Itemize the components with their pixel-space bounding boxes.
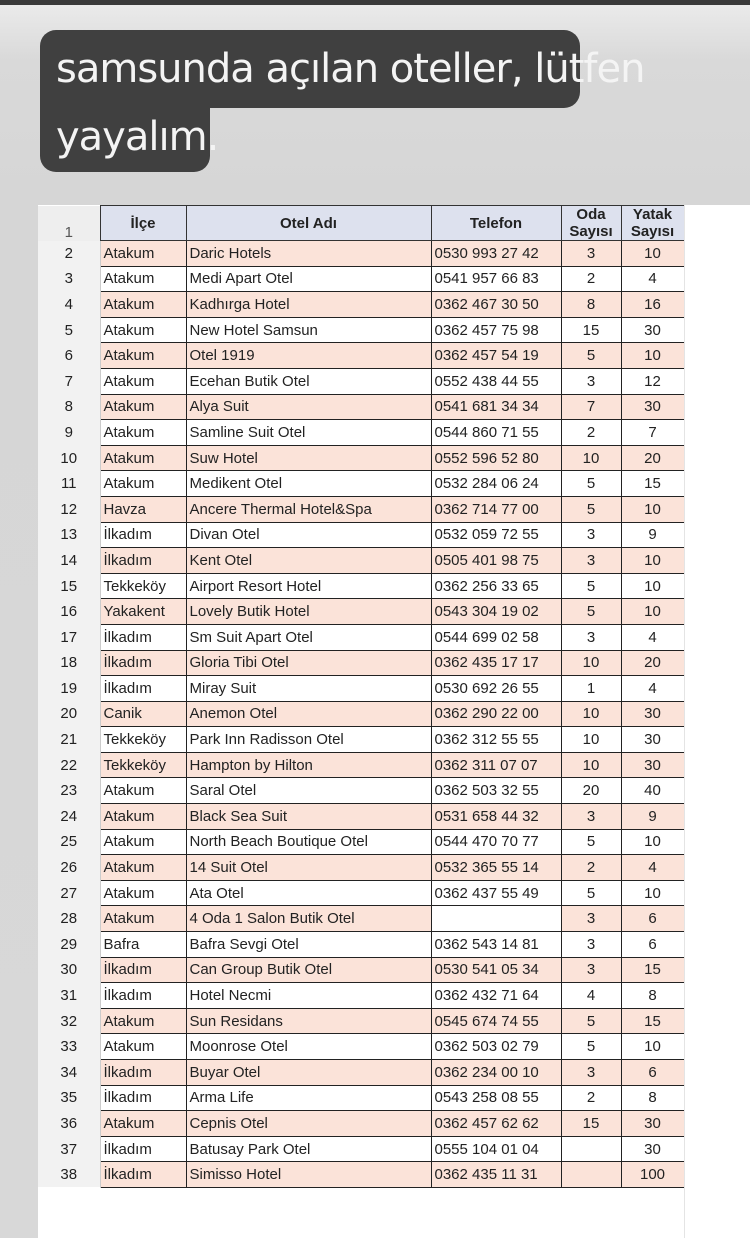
ilce-cell[interactable]: Atakum bbox=[100, 420, 186, 446]
ilce-cell[interactable]: Atakum bbox=[100, 266, 186, 292]
yatak-sayisi-cell[interactable]: 7 bbox=[621, 420, 684, 446]
table-row[interactable] bbox=[38, 496, 684, 522]
table-row[interactable] bbox=[38, 343, 684, 369]
row-number-cell: 27 bbox=[38, 880, 100, 906]
row-number-cell: 30 bbox=[38, 957, 100, 983]
telefon-cell[interactable]: 0530 692 26 55 bbox=[431, 676, 561, 702]
oda-sayisi-cell[interactable]: 10 bbox=[561, 727, 621, 753]
oda-sayisi-cell[interactable] bbox=[561, 1136, 621, 1162]
yatak-sayisi-cell[interactable]: 4 bbox=[621, 624, 684, 650]
yatak-sayisi-cell[interactable]: 6 bbox=[621, 906, 684, 932]
telefon-cell[interactable]: 0531 658 44 32 bbox=[431, 804, 561, 830]
row-number-cell: 36 bbox=[38, 1111, 100, 1137]
yatak-header-line-2: Sayısı bbox=[630, 223, 675, 240]
row-number-cell: 5 bbox=[38, 317, 100, 343]
oda-sayisi-cell[interactable]: 4 bbox=[561, 983, 621, 1009]
spreadsheet bbox=[38, 205, 750, 1238]
oda-sayisi-cell[interactable]: 5 bbox=[561, 880, 621, 906]
table-row[interactable] bbox=[38, 1008, 684, 1034]
row-number-cell: 28 bbox=[38, 906, 100, 932]
otel-adi-cell[interactable]: Sm Suit Apart Otel bbox=[186, 624, 431, 650]
otel-adi-cell[interactable]: New Hotel Samsun bbox=[186, 317, 431, 343]
column-header-telefon[interactable]: Telefon bbox=[431, 206, 561, 241]
oda-sayisi-cell[interactable]: 5 bbox=[561, 343, 621, 369]
ilce-cell[interactable]: Yakakent bbox=[100, 599, 186, 625]
telefon-cell[interactable]: 0362 432 71 64 bbox=[431, 983, 561, 1009]
table-row[interactable] bbox=[38, 932, 684, 958]
yatak-header-line-1: Yatak bbox=[632, 206, 673, 223]
ilce-cell[interactable]: İlkadım bbox=[100, 1136, 186, 1162]
row-number-cell: 31 bbox=[38, 983, 100, 1009]
yatak-sayisi-cell[interactable]: 100 bbox=[621, 1162, 684, 1188]
table-row[interactable] bbox=[38, 906, 684, 932]
row-number-cell: 17 bbox=[38, 624, 100, 650]
table-row[interactable] bbox=[38, 1085, 684, 1111]
row-number-cell: 37 bbox=[38, 1136, 100, 1162]
telefon-cell[interactable]: 0541 957 66 83 bbox=[431, 266, 561, 292]
yatak-sayisi-cell[interactable]: 10 bbox=[621, 548, 684, 574]
otel-adi-cell[interactable]: Miray Suit bbox=[186, 676, 431, 702]
telefon-cell[interactable]: 0362 543 14 81 bbox=[431, 932, 561, 958]
top-edge-bar bbox=[0, 0, 750, 5]
row-number-cell: 20 bbox=[38, 701, 100, 727]
otel-adi-cell[interactable]: 14 Suit Otel bbox=[186, 855, 431, 881]
oda-sayisi-cell[interactable]: 15 bbox=[561, 1111, 621, 1137]
table-row[interactable] bbox=[38, 317, 684, 343]
telefon-cell[interactable]: 0362 290 22 00 bbox=[431, 701, 561, 727]
telefon-cell[interactable]: 0543 304 19 02 bbox=[431, 599, 561, 625]
row-number-cell: 4 bbox=[38, 292, 100, 318]
row-number-cell: 7 bbox=[38, 368, 100, 394]
ilce-cell[interactable]: Havza bbox=[100, 496, 186, 522]
row-number-cell: 16 bbox=[38, 599, 100, 625]
yatak-sayisi-cell[interactable]: 4 bbox=[621, 266, 684, 292]
yatak-sayisi-cell[interactable]: 4 bbox=[621, 855, 684, 881]
otel-adi-cell[interactable]: Cepnis Otel bbox=[186, 1111, 431, 1137]
table-row[interactable] bbox=[38, 1111, 684, 1137]
caption-line-1: samsunda açılan oteller, lütfen bbox=[56, 46, 645, 92]
telefon-cell[interactable]: 0362 256 33 65 bbox=[431, 573, 561, 599]
telefon-cell[interactable]: 0362 457 54 19 bbox=[431, 343, 561, 369]
oda-sayisi-cell[interactable]: 5 bbox=[561, 471, 621, 497]
otel-adi-cell[interactable]: Samline Suit Otel bbox=[186, 420, 431, 446]
table-row[interactable] bbox=[38, 701, 684, 727]
table-row[interactable] bbox=[38, 420, 684, 446]
caption-line-2: yayalım. bbox=[56, 114, 219, 160]
ilce-cell[interactable]: Atakum bbox=[100, 471, 186, 497]
yatak-sayisi-cell[interactable]: 9 bbox=[621, 804, 684, 830]
oda-sayisi-cell[interactable]: 3 bbox=[561, 957, 621, 983]
otel-adi-cell[interactable]: Can Group Butik Otel bbox=[186, 957, 431, 983]
column-header-yatak-sayisi[interactable] bbox=[621, 206, 684, 241]
table-row[interactable] bbox=[38, 548, 684, 574]
yatak-sayisi-cell[interactable]: 30 bbox=[621, 727, 684, 753]
row-number-cell: 22 bbox=[38, 752, 100, 778]
otel-adi-cell[interactable]: Divan Otel bbox=[186, 522, 431, 548]
table-row[interactable] bbox=[38, 727, 684, 753]
telefon-cell[interactable]: 0541 681 34 34 bbox=[431, 394, 561, 420]
table-row[interactable] bbox=[38, 1162, 684, 1188]
oda-sayisi-cell[interactable]: 2 bbox=[561, 1085, 621, 1111]
telefon-cell[interactable]: 0505 401 98 75 bbox=[431, 548, 561, 574]
row-number-cell: 34 bbox=[38, 1060, 100, 1086]
ilce-cell[interactable]: Atakum bbox=[100, 317, 186, 343]
oda-sayisi-cell[interactable]: 3 bbox=[561, 906, 621, 932]
ilce-cell[interactable]: Tekkeköy bbox=[100, 727, 186, 753]
table-body bbox=[38, 241, 684, 1188]
otel-adi-cell[interactable]: Airport Resort Hotel bbox=[186, 573, 431, 599]
oda-header-line-1: Oda bbox=[576, 206, 606, 223]
table-row[interactable] bbox=[38, 445, 684, 471]
ilce-cell[interactable]: Atakum bbox=[100, 343, 186, 369]
row-number-cell: 9 bbox=[38, 420, 100, 446]
otel-adi-cell[interactable]: 4 Oda 1 Salon Butik Otel bbox=[186, 906, 431, 932]
ilce-cell[interactable]: İlkadım bbox=[100, 522, 186, 548]
ilce-cell[interactable]: Atakum bbox=[100, 906, 186, 932]
table-row[interactable] bbox=[38, 522, 684, 548]
telefon-cell[interactable]: 0362 457 62 62 bbox=[431, 1111, 561, 1137]
table-row[interactable] bbox=[38, 650, 684, 676]
table-row[interactable] bbox=[38, 394, 684, 420]
yatak-sayisi-cell[interactable]: 30 bbox=[621, 752, 684, 778]
telefon-cell[interactable]: 0362 234 00 10 bbox=[431, 1060, 561, 1086]
table-row[interactable] bbox=[38, 804, 684, 830]
oda-sayisi-cell[interactable]: 5 bbox=[561, 599, 621, 625]
otel-adi-cell[interactable]: Batusay Park Otel bbox=[186, 1136, 431, 1162]
oda-sayisi-cell[interactable]: 15 bbox=[561, 317, 621, 343]
yatak-sayisi-cell[interactable]: 10 bbox=[621, 573, 684, 599]
oda-sayisi-cell[interactable]: 10 bbox=[561, 701, 621, 727]
yatak-sayisi-cell[interactable]: 4 bbox=[621, 676, 684, 702]
ilce-cell[interactable]: Atakum bbox=[100, 880, 186, 906]
oda-sayisi-cell[interactable]: 3 bbox=[561, 548, 621, 574]
yatak-sayisi-cell[interactable]: 20 bbox=[621, 650, 684, 676]
row-number-cell: 11 bbox=[38, 471, 100, 497]
yatak-sayisi-cell[interactable]: 30 bbox=[621, 1136, 684, 1162]
table-row[interactable] bbox=[38, 1060, 684, 1086]
row-number-cell: 18 bbox=[38, 650, 100, 676]
telefon-cell[interactable]: 0362 435 11 31 bbox=[431, 1162, 561, 1188]
ilce-cell[interactable]: Canik bbox=[100, 701, 186, 727]
otel-adi-cell[interactable]: Daric Hotels bbox=[186, 241, 431, 267]
yatak-sayisi-cell[interactable]: 10 bbox=[621, 241, 684, 267]
ilce-cell[interactable]: Atakum bbox=[100, 829, 186, 855]
ilce-cell[interactable]: Atakum bbox=[100, 368, 186, 394]
telefon-cell[interactable]: 0544 860 71 55 bbox=[431, 420, 561, 446]
oda-sayisi-cell[interactable]: 5 bbox=[561, 1008, 621, 1034]
ilce-cell[interactable]: Atakum bbox=[100, 855, 186, 881]
telefon-cell[interactable]: 0532 059 72 55 bbox=[431, 522, 561, 548]
yatak-sayisi-cell[interactable]: 10 bbox=[621, 599, 684, 625]
row-number-cell: 35 bbox=[38, 1085, 100, 1111]
oda-sayisi-cell[interactable]: 5 bbox=[561, 1034, 621, 1060]
table-row[interactable] bbox=[38, 368, 684, 394]
row-number-cell: 24 bbox=[38, 804, 100, 830]
oda-sayisi-cell[interactable]: 10 bbox=[561, 650, 621, 676]
yatak-sayisi-cell[interactable]: 15 bbox=[621, 471, 684, 497]
row-number-cell: 29 bbox=[38, 932, 100, 958]
ilce-cell[interactable]: Bafra bbox=[100, 932, 186, 958]
oda-sayisi-cell[interactable]: 2 bbox=[561, 266, 621, 292]
ilce-cell[interactable]: Atakum bbox=[100, 1034, 186, 1060]
table-row[interactable] bbox=[38, 624, 684, 650]
row-number-cell: 12 bbox=[38, 496, 100, 522]
otel-adi-cell[interactable]: Kent Otel bbox=[186, 548, 431, 574]
oda-sayisi-cell[interactable]: 5 bbox=[561, 573, 621, 599]
telefon-cell[interactable]: 0552 596 52 80 bbox=[431, 445, 561, 471]
telefon-cell[interactable]: 0552 438 44 55 bbox=[431, 368, 561, 394]
yatak-sayisi-cell[interactable]: 16 bbox=[621, 292, 684, 318]
oda-sayisi-cell[interactable]: 3 bbox=[561, 241, 621, 267]
otel-adi-cell[interactable]: North Beach Boutique Otel bbox=[186, 829, 431, 855]
row-number-cell: 13 bbox=[38, 522, 100, 548]
otel-adi-cell[interactable]: Hampton by Hilton bbox=[186, 752, 431, 778]
table-row[interactable] bbox=[38, 778, 684, 804]
oda-sayisi-cell[interactable]: 2 bbox=[561, 855, 621, 881]
table-row[interactable] bbox=[38, 829, 684, 855]
otel-adi-cell[interactable]: Alya Suit bbox=[186, 394, 431, 420]
ilce-cell[interactable]: İlkadım bbox=[100, 1060, 186, 1086]
ilce-cell[interactable]: Atakum bbox=[100, 1008, 186, 1034]
ilce-cell[interactable]: İlkadım bbox=[100, 1085, 186, 1111]
telefon-cell[interactable]: 0530 993 27 42 bbox=[431, 241, 561, 267]
oda-sayisi-cell[interactable]: 1 bbox=[561, 676, 621, 702]
yatak-sayisi-cell[interactable]: 20 bbox=[621, 445, 684, 471]
yatak-sayisi-cell[interactable]: 10 bbox=[621, 1034, 684, 1060]
telefon-cell[interactable]: 0362 503 32 55 bbox=[431, 778, 561, 804]
telefon-cell[interactable]: 0362 714 77 00 bbox=[431, 496, 561, 522]
ilce-cell[interactable]: İlkadım bbox=[100, 1162, 186, 1188]
oda-sayisi-cell[interactable]: 8 bbox=[561, 292, 621, 318]
yatak-sayisi-cell[interactable]: 8 bbox=[621, 1085, 684, 1111]
caption-bubble bbox=[40, 30, 645, 172]
row-number-cell: 10 bbox=[38, 445, 100, 471]
telefon-cell[interactable]: 0532 365 55 14 bbox=[431, 855, 561, 881]
table-row[interactable] bbox=[38, 599, 684, 625]
otel-adi-cell[interactable]: Park Inn Radisson Otel bbox=[186, 727, 431, 753]
otel-adi-cell[interactable]: Anemon Otel bbox=[186, 701, 431, 727]
telefon-cell[interactable] bbox=[431, 906, 561, 932]
row-number-cell: 21 bbox=[38, 727, 100, 753]
telefon-cell[interactable]: 0530 541 05 34 bbox=[431, 957, 561, 983]
row-number-cell: 26 bbox=[38, 855, 100, 881]
ilce-cell[interactable]: İlkadım bbox=[100, 650, 186, 676]
ilce-cell[interactable]: Atakum bbox=[100, 445, 186, 471]
ilce-cell[interactable]: Atakum bbox=[100, 292, 186, 318]
yatak-sayisi-cell[interactable]: 10 bbox=[621, 343, 684, 369]
otel-adi-cell[interactable]: Suw Hotel bbox=[186, 445, 431, 471]
yatak-sayisi-cell[interactable]: 6 bbox=[621, 1060, 684, 1086]
otel-adi-cell[interactable]: Moonrose Otel bbox=[186, 1034, 431, 1060]
row-number-cell: 38 bbox=[38, 1162, 100, 1188]
row-number-header: 1 bbox=[38, 206, 100, 241]
otel-adi-cell[interactable]: Arma Life bbox=[186, 1085, 431, 1111]
oda-sayisi-cell[interactable]: 10 bbox=[561, 752, 621, 778]
yatak-sayisi-cell[interactable]: 30 bbox=[621, 317, 684, 343]
oda-sayisi-cell[interactable]: 3 bbox=[561, 804, 621, 830]
otel-adi-cell[interactable]: Hotel Necmi bbox=[186, 983, 431, 1009]
otel-adi-cell[interactable]: Medikent Otel bbox=[186, 471, 431, 497]
otel-adi-cell[interactable]: Saral Otel bbox=[186, 778, 431, 804]
otel-adi-cell[interactable]: Medi Apart Otel bbox=[186, 266, 431, 292]
telefon-cell[interactable]: 0362 435 17 17 bbox=[431, 650, 561, 676]
telefon-cell[interactable]: 0543 258 08 55 bbox=[431, 1085, 561, 1111]
yatak-sayisi-cell[interactable]: 10 bbox=[621, 880, 684, 906]
oda-sayisi-cell[interactable]: 3 bbox=[561, 368, 621, 394]
column-header-ilce[interactable]: İlçe bbox=[100, 206, 186, 241]
otel-adi-cell[interactable]: Buyar Otel bbox=[186, 1060, 431, 1086]
yatak-sayisi-cell[interactable]: 10 bbox=[621, 496, 684, 522]
telefon-cell[interactable]: 0362 437 55 49 bbox=[431, 880, 561, 906]
oda-sayisi-cell[interactable]: 3 bbox=[561, 522, 621, 548]
otel-adi-cell[interactable]: Ata Otel bbox=[186, 880, 431, 906]
telefon-cell[interactable]: 0362 457 75 98 bbox=[431, 317, 561, 343]
yatak-sayisi-cell[interactable]: 6 bbox=[621, 932, 684, 958]
yatak-sayisi-cell[interactable]: 30 bbox=[621, 1111, 684, 1137]
row-number-cell: 33 bbox=[38, 1034, 100, 1060]
ilce-cell[interactable]: Tekkeköy bbox=[100, 573, 186, 599]
yatak-sayisi-cell[interactable]: 15 bbox=[621, 957, 684, 983]
row-number-cell: 3 bbox=[38, 266, 100, 292]
ilce-cell[interactable]: Tekkeköy bbox=[100, 752, 186, 778]
otel-adi-cell[interactable]: Bafra Sevgi Otel bbox=[186, 932, 431, 958]
yatak-sayisi-cell[interactable]: 10 bbox=[621, 829, 684, 855]
otel-adi-cell[interactable]: Simisso Hotel bbox=[186, 1162, 431, 1188]
table-row[interactable] bbox=[38, 241, 684, 267]
column-header-oda-sayisi[interactable] bbox=[561, 206, 621, 241]
oda-header-line-2: Sayısı bbox=[569, 223, 613, 240]
row-number-cell: 32 bbox=[38, 1008, 100, 1034]
row-number-cell: 14 bbox=[38, 548, 100, 574]
yatak-sayisi-cell[interactable]: 12 bbox=[621, 368, 684, 394]
next-column-area bbox=[684, 205, 750, 1238]
table-row[interactable] bbox=[38, 1136, 684, 1162]
oda-sayisi-cell[interactable] bbox=[561, 1162, 621, 1188]
table-row[interactable] bbox=[38, 957, 684, 983]
telefon-cell[interactable]: 0555 104 01 04 bbox=[431, 1136, 561, 1162]
telefon-cell[interactable]: 0362 467 30 50 bbox=[431, 292, 561, 318]
telefon-cell[interactable]: 0362 503 02 79 bbox=[431, 1034, 561, 1060]
telefon-cell[interactable]: 0362 311 07 07 bbox=[431, 752, 561, 778]
oda-sayisi-cell[interactable]: 3 bbox=[561, 1060, 621, 1086]
yatak-sayisi-cell[interactable]: 40 bbox=[621, 778, 684, 804]
row-number-cell: 6 bbox=[38, 343, 100, 369]
oda-sayisi-cell[interactable]: 20 bbox=[561, 778, 621, 804]
row-number-cell: 19 bbox=[38, 676, 100, 702]
row-number-cell: 15 bbox=[38, 573, 100, 599]
yatak-sayisi-cell[interactable]: 8 bbox=[621, 983, 684, 1009]
oda-sayisi-cell[interactable]: 7 bbox=[561, 394, 621, 420]
row-number-cell: 8 bbox=[38, 394, 100, 420]
row-number-cell: 2 bbox=[38, 241, 100, 267]
table-row[interactable] bbox=[38, 1034, 684, 1060]
table-row[interactable] bbox=[38, 676, 684, 702]
table-row[interactable] bbox=[38, 266, 684, 292]
column-header-otel-adi[interactable]: Otel Adı bbox=[186, 206, 431, 241]
yatak-sayisi-cell[interactable]: 9 bbox=[621, 522, 684, 548]
ilce-cell[interactable]: İlkadım bbox=[100, 957, 186, 983]
row-number-cell: 25 bbox=[38, 829, 100, 855]
ilce-cell[interactable]: Atakum bbox=[100, 804, 186, 830]
ilce-cell[interactable]: İlkadım bbox=[100, 983, 186, 1009]
telefon-cell[interactable]: 0544 699 02 58 bbox=[431, 624, 561, 650]
otel-adi-cell[interactable]: Ecehan Butik Otel bbox=[186, 368, 431, 394]
yatak-sayisi-cell[interactable]: 15 bbox=[621, 1008, 684, 1034]
otel-adi-cell[interactable]: Kadhırga Hotel bbox=[186, 292, 431, 318]
table-row[interactable] bbox=[38, 292, 684, 318]
oda-sayisi-cell[interactable]: 5 bbox=[561, 496, 621, 522]
otel-adi-cell[interactable]: Otel 1919 bbox=[186, 343, 431, 369]
table-row[interactable] bbox=[38, 752, 684, 778]
hotel-table bbox=[38, 205, 685, 1188]
telefon-cell[interactable]: 0532 284 06 24 bbox=[431, 471, 561, 497]
otel-adi-cell[interactable]: Lovely Butik Hotel bbox=[186, 599, 431, 625]
table-row[interactable] bbox=[38, 855, 684, 881]
ilce-cell[interactable]: İlkadım bbox=[100, 676, 186, 702]
otel-adi-cell[interactable]: Black Sea Suit bbox=[186, 804, 431, 830]
yatak-sayisi-cell[interactable]: 30 bbox=[621, 701, 684, 727]
ilce-cell[interactable]: İlkadım bbox=[100, 548, 186, 574]
table-header-row bbox=[38, 206, 684, 241]
otel-adi-cell[interactable]: Sun Residans bbox=[186, 1008, 431, 1034]
ilce-cell[interactable]: İlkadım bbox=[100, 624, 186, 650]
otel-adi-cell[interactable]: Ancere Thermal Hotel&Spa bbox=[186, 496, 431, 522]
oda-sayisi-cell[interactable]: 3 bbox=[561, 932, 621, 958]
telefon-cell[interactable]: 0544 470 70 77 bbox=[431, 829, 561, 855]
ilce-cell[interactable]: Atakum bbox=[100, 394, 186, 420]
oda-sayisi-cell[interactable]: 5 bbox=[561, 829, 621, 855]
oda-sayisi-cell[interactable]: 2 bbox=[561, 420, 621, 446]
ilce-cell[interactable]: Atakum bbox=[100, 241, 186, 267]
ilce-cell[interactable]: Atakum bbox=[100, 1111, 186, 1137]
table-row[interactable] bbox=[38, 471, 684, 497]
oda-sayisi-cell[interactable]: 10 bbox=[561, 445, 621, 471]
telefon-cell[interactable]: 0362 312 55 55 bbox=[431, 727, 561, 753]
table-row[interactable] bbox=[38, 880, 684, 906]
oda-sayisi-cell[interactable]: 3 bbox=[561, 624, 621, 650]
table-row[interactable] bbox=[38, 983, 684, 1009]
row-number-cell: 23 bbox=[38, 778, 100, 804]
telefon-cell[interactable]: 0545 674 74 55 bbox=[431, 1008, 561, 1034]
otel-adi-cell[interactable]: Gloria Tibi Otel bbox=[186, 650, 431, 676]
yatak-sayisi-cell[interactable]: 30 bbox=[621, 394, 684, 420]
table-row[interactable] bbox=[38, 573, 684, 599]
ilce-cell[interactable]: Atakum bbox=[100, 778, 186, 804]
